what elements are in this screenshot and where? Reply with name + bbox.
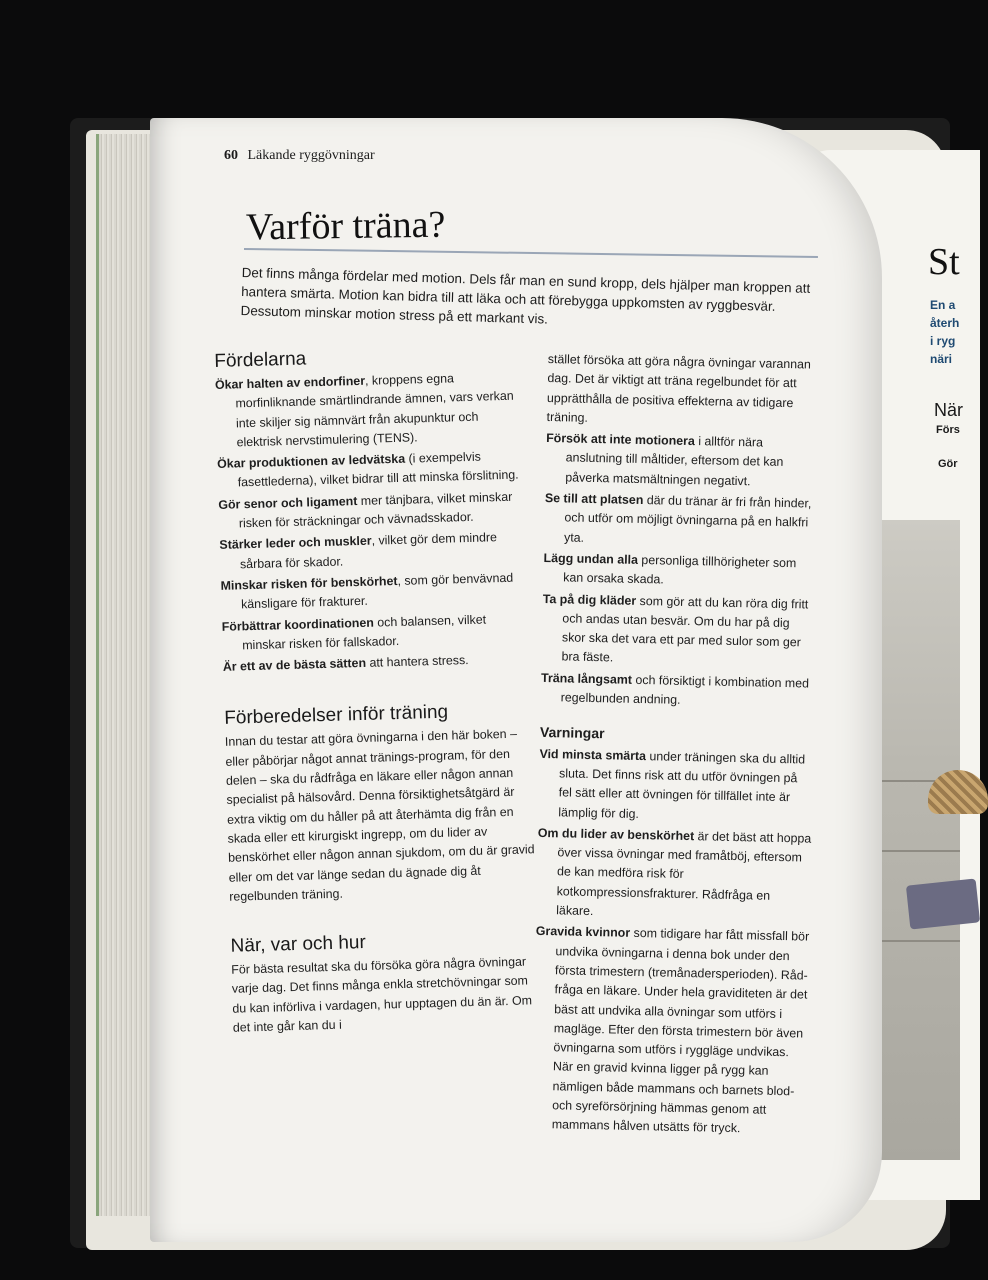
benefit-item — [215, 367, 527, 453]
running-head — [224, 148, 375, 164]
benefit-text: , kroppens egna morfinliknande smärtlindrande ämnen, vars verkan inte skiljer sig nämnvärt från akupunktur och elektrisk nervstimulering (TENS). — [235, 371, 514, 450]
benefit-item — [217, 446, 528, 493]
next-page-sub-1: Förs — [936, 424, 960, 436]
forberedelser-paragraph: Innan du testar att göra övningarna i den här boken – eller påbörjar något annat tränings-program, för den delen – ska du rådfråga en läkare eller någon annan specialist på hälsovård. Denna försiktighetsåtgärd är extra viktig om du håller på att återhämta dig från en skada eller ett kirurgiskt ingrepp, om du lider av benskörhet eller någon annan sjukdom, om du är gravid eller om det var länge sedan du ägnade dig åt regelbunden träning. — [224, 727, 535, 904]
tip-item — [544, 489, 819, 553]
intro-paragraph: Det finns många fördelar med motion. Dels får man en sund kropp, dels hjälper man kroppen att hantera smärta. Motion kan bidra till att läka och att förebygga uppkomsten av ryggbesvär. Dessutom minskar motion stress på ett markant vis. — [240, 264, 811, 327]
tip-lead: Se till att platsen — [544, 491, 644, 508]
tip-lead: Försök att inte motionera — [546, 431, 695, 449]
tip-item — [541, 669, 816, 713]
tip-text: i alltför nära anslutning till måltider, eftersom det kan påverka matsmältningen negativt. — [565, 434, 784, 489]
benefit-item — [219, 528, 530, 575]
section-heading-fordelarna: Fördelarna — [214, 348, 307, 372]
benefit-text: (i exempelvis fasettlederna), vilket bidrar till att minska förslitning. — [237, 449, 519, 490]
benefit-lead: Minskar risken för benskörhet — [220, 573, 398, 593]
tip-text: där du tränar är fri från hinder, och utför om möjligt övningarna på en halkfri yta. — [563, 493, 812, 545]
warning-item — [538, 745, 814, 828]
running-title: Läkande ryggövningar — [247, 148, 375, 163]
warning-text: som tidigare har fått missfall bör undvika övningarna i denna bok under den första trimestern (tremånadersperioden). Råd-fråga en läkare. Under hela graviditeten är det bäst att undvika alla övningar som utförs i magläge. Efter den första trimestern bör även övningarna som utförs i ryggläge undvikas. När en gravid kvinna ligger på rygg kan nämligen både mammans och barnets blod- och syreförsörjning hämmas genom att mammans hålven utsätts för tryck. — [551, 926, 810, 1136]
benefit-item — [218, 487, 529, 534]
benefit-lead: Ökar halten av endorfiner — [214, 373, 366, 392]
tip-item — [543, 549, 818, 593]
next-page-line-3: i ryg — [930, 334, 956, 348]
tip-lead: Ta på dig kläder — [542, 591, 637, 608]
page-title: Varför träna? — [245, 203, 446, 249]
tip-text: personliga tillhörigheter som kan orsaka skada. — [563, 552, 797, 587]
section-heading-nar: När, var och hur — [230, 932, 367, 957]
warning-item — [532, 922, 810, 1140]
warning-lead: Gravida kvinnor — [535, 924, 631, 941]
benefit-text: och balansen, vilket minskar risken för fallskador. — [242, 612, 487, 653]
next-page-line-2: återh — [930, 316, 960, 330]
left-column — [214, 341, 543, 1038]
tip-text: och försiktigt i kombination med regelbunden andning. — [560, 672, 810, 707]
next-page-heading: När — [934, 400, 964, 420]
benefit-lead: Är ett av de bästa sätten — [222, 656, 367, 675]
next-page-line-4: näri — [930, 352, 953, 366]
tip-item — [541, 590, 817, 673]
next-page-title: St — [928, 241, 960, 283]
tip-lead: Träna långsamt — [540, 670, 633, 687]
tip-item — [545, 429, 820, 493]
benefit-item — [221, 609, 532, 656]
warning-text: under träningen ska du alltid sluta. Det finns risk att du utför övningen på fel sätt eller att övningen för tillfället inte är lämplig för dig. — [558, 748, 806, 821]
continuation-paragraph: stället försöka att göra några övningar varannan dag. Det är viktigt att träna regelbundet för att upprätthålla de positiva effekterna av tidigare träning. — [546, 351, 812, 425]
section-heading-forberedelser: Förberedelser inför träning — [224, 702, 449, 730]
warning-lead: Om du lider av benskörhet — [537, 825, 695, 843]
warning-lead: Vid minsta smärta — [539, 746, 647, 763]
next-page-line-1: En a — [930, 298, 956, 312]
tip-text: som gör att du kan röra dig fritt och andas utan besvär. Om du har på dig skor ska det vara ett par med sulor som ger bra fäste. — [561, 593, 809, 665]
right-column — [532, 350, 822, 1142]
warning-item — [536, 824, 812, 926]
benefit-lead: Förbättrar koordinationen — [221, 615, 374, 634]
next-page-sub-2: Gör — [938, 458, 958, 470]
benefit-lead: Gör senor och ligament — [218, 493, 358, 512]
section-heading-varningar: Varningar — [539, 724, 605, 742]
benefit-text: , som gör benvävnad känsligare för frakturer. — [240, 570, 514, 612]
nar-paragraph: För bästa resultat ska du försöka göra några övningar varje dag. Det finns många enkla stretchövningar som du kan införliva i vardagen, hur upptagen du än är. Om det inte går kan du i — [231, 954, 533, 1035]
warning-text: är det bäst att hoppa över vissa övningar med framåtböj, eftersom de kan medföra risk för kotkompressionsfrakturer. Rådfråga en läkare. — [556, 828, 812, 919]
benefit-text: att hantera stress. — [365, 653, 469, 671]
benefit-text: , vilket gör dem mindre sårbara för skador. — [239, 530, 498, 572]
page-number: 60 — [224, 148, 238, 163]
title-rule — [244, 248, 818, 258]
tip-lead: Lägg undan alla — [543, 550, 639, 567]
benefit-text: mer tänjbara, vilket minskar risken för sträckningar och vävnadsskador. — [238, 489, 513, 531]
benefit-lead: Ökar produktionen av ledvätska — [216, 451, 406, 472]
benefit-item — [220, 568, 531, 615]
benefit-lead: Stärker leder och muskler — [219, 534, 372, 553]
